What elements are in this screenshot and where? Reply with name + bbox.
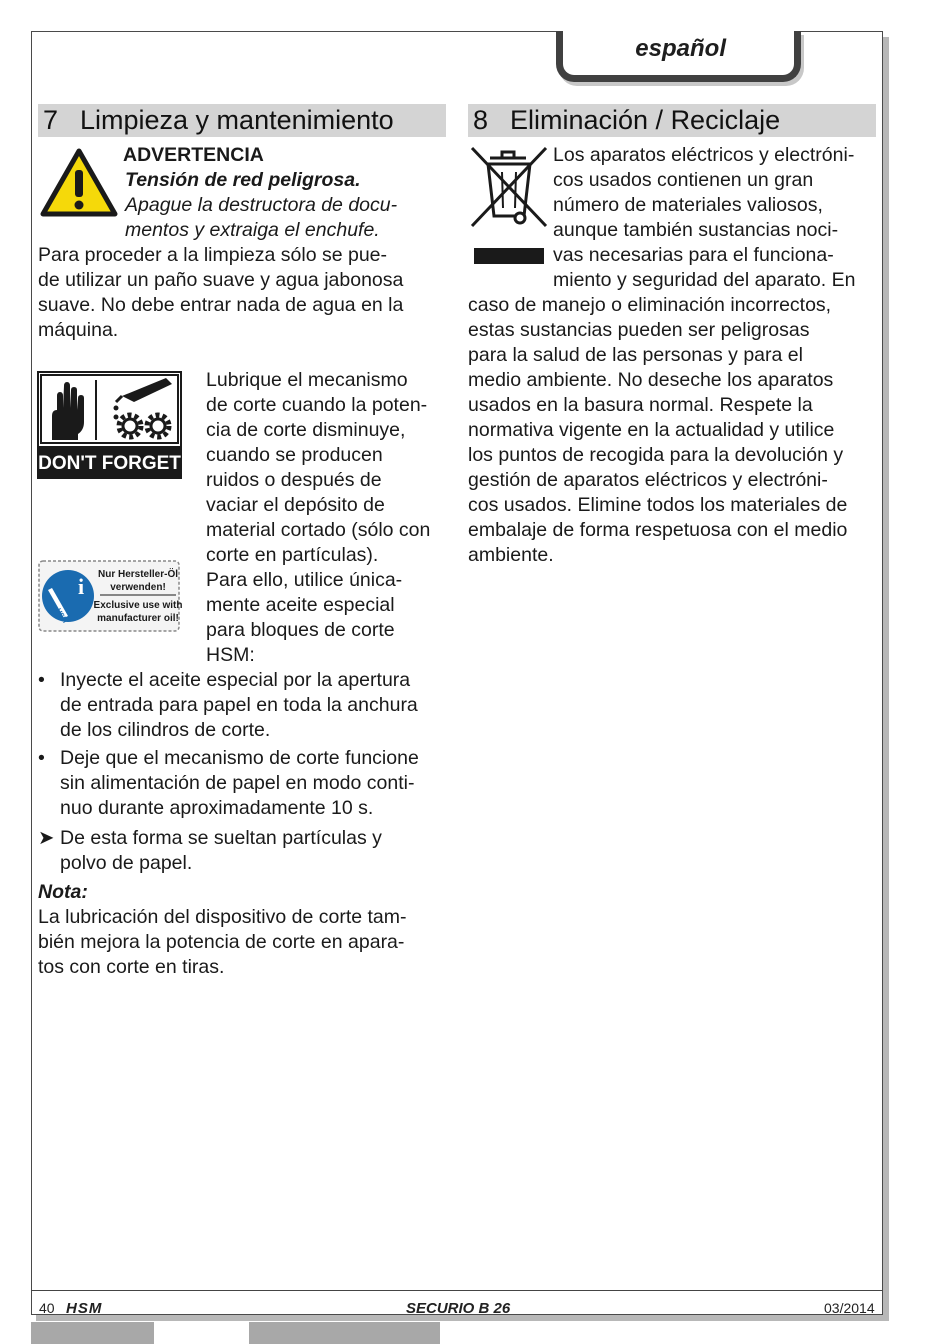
page-number: 40: [39, 1300, 55, 1316]
brand-logo: HSM: [66, 1300, 103, 1317]
text-line: De esta forma se sueltan partículas y: [60, 827, 382, 849]
text-line: de los cilindros de corte.: [60, 719, 271, 741]
svg-text:i: i: [78, 574, 85, 599]
bottom-bar-segment: [249, 1322, 440, 1344]
model-name: SECURIO B 26: [406, 1300, 511, 1317]
text-line: usados en la basura normal. Respete la: [468, 394, 813, 416]
text-line: cos usados. Elimine todos los materiales de: [468, 494, 848, 516]
text-line: material cortado (sólo con: [206, 519, 431, 541]
language-label: español: [635, 35, 726, 62]
text-line: ruidos o después de: [206, 469, 382, 491]
bullet-marker: •: [38, 669, 45, 691]
text-line: de corte cuando la poten-: [206, 394, 428, 416]
cleaning-paragraph: [38, 243, 403, 343]
weee-crossed-bin-icon: [468, 146, 550, 268]
oil-sticker-line-4: manufacturer oil!: [97, 613, 179, 624]
text-line: nuo durante aproximadamente 10 s.: [60, 797, 374, 819]
text-line: cuando se producen: [206, 444, 383, 466]
text-line: suave. No debe entrar nada de agua en la: [38, 294, 404, 316]
oil-sticker-line-3: Exclusive use with: [93, 600, 183, 611]
text-line: Para proceder a la limpieza sólo se pue-: [38, 244, 388, 266]
disposal-paragraph-beside-icon: [553, 143, 855, 293]
section-7-heading: [38, 104, 446, 137]
text-line: Para ello, utilice única-: [206, 569, 403, 591]
text-line: normativa vigente en la actualidad y utilice: [468, 419, 835, 441]
language-tab: [556, 31, 801, 82]
text-line: de entrada para papel en toda la anchura: [60, 694, 418, 716]
text-line: gestión de aparatos eléctricos y electróni-: [468, 469, 828, 491]
text-line: medio ambiente. No deseche los aparatos: [468, 369, 834, 391]
text-line: de utilizar un paño suave y agua jabonosa: [38, 269, 404, 291]
text-line: cia de corte disminuye,: [206, 419, 406, 441]
manufacturer-oil-sticker: [38, 560, 183, 632]
text-line: tos con corte en tiras.: [38, 956, 225, 978]
document-date: 03/2014: [824, 1300, 875, 1316]
oil-sticker-line-2: verwenden!: [110, 582, 166, 593]
text-line: caso de manejo o eliminación incorrectos,: [468, 294, 832, 316]
text-line: bién mejora la potencia de corte en apara-: [38, 931, 405, 953]
disposal-paragraph: [468, 293, 847, 568]
text-line: miento y seguridad del aparato. En: [553, 269, 856, 291]
text-line: ambiente.: [468, 544, 554, 566]
arrow-marker-icon: ➤: [38, 827, 55, 849]
text-line: Lubrique el mecanismo: [206, 369, 408, 391]
text-line: cos usados contienen un gran: [553, 169, 814, 191]
text-line: los puntos de recogida para la devolución y: [468, 444, 844, 466]
text-line: polvo de papel.: [60, 852, 193, 874]
text-line: Inyecte el aceite especial por la apertura: [60, 669, 411, 691]
warning-label: ADVERTENCIA: [123, 144, 264, 166]
text-line: mente aceite especial: [206, 594, 395, 616]
text-line: corte en partículas).: [206, 544, 379, 566]
text-line: para bloques de corte: [206, 619, 395, 641]
section-7-title: Limpieza y mantenimiento: [80, 105, 394, 135]
bottom-bar-segment: [31, 1322, 154, 1344]
oil-sticker-brand: HSM: [54, 607, 69, 625]
footer-divider: [31, 1290, 883, 1291]
section-8-title: Eliminación / Reciclaje: [510, 105, 781, 135]
text-line: para la salud de las personas y para el: [468, 344, 803, 366]
lubricate-paragraph: [206, 368, 430, 668]
info-icon: [42, 570, 94, 622]
section-8-number: 8: [473, 105, 489, 135]
dont-forget-lubricate-icon: [38, 372, 181, 478]
warning-line-2: Apague la destructora de docu-: [125, 194, 398, 216]
text-line: Deje que el mecanismo de corte funcione: [60, 747, 419, 769]
text-line: HSM:: [206, 644, 255, 666]
text-line: número de materiales valiosos,: [553, 194, 823, 216]
dont-forget-label: DON'T FORGET: [38, 453, 181, 474]
text-line: vas necesarias para el funciona-: [553, 244, 834, 266]
text-line: aunque también sustancias noci-: [553, 219, 839, 241]
text-line: estas sustancias pueden ser peligrosas: [468, 319, 810, 341]
bullet-marker: •: [38, 747, 45, 769]
note-paragraph: [38, 905, 407, 980]
text-line: embalaje de forma respetuosa con el medio: [468, 519, 848, 541]
warning-triangle-icon: [40, 148, 118, 218]
text-line: La lubricación del dispositivo de corte tam-: [38, 906, 407, 928]
warning-line-3: mentos y extraiga el enchufe.: [125, 219, 380, 241]
warning-line-1: Tensión de red peligrosa.: [125, 169, 361, 191]
text-line: vaciar el depósito de: [206, 494, 385, 516]
section-8-heading: [468, 104, 876, 137]
text-line: sin alimentación de papel en modo conti-: [60, 772, 415, 794]
text-line: Los aparatos eléctricos y electróni-: [553, 144, 855, 166]
text-line: máquina.: [38, 319, 119, 341]
section-7-number: 7: [43, 105, 59, 135]
note-label: Nota:: [38, 881, 88, 903]
oil-sticker-line-1: Nur Hersteller-Öl: [97, 569, 179, 580]
